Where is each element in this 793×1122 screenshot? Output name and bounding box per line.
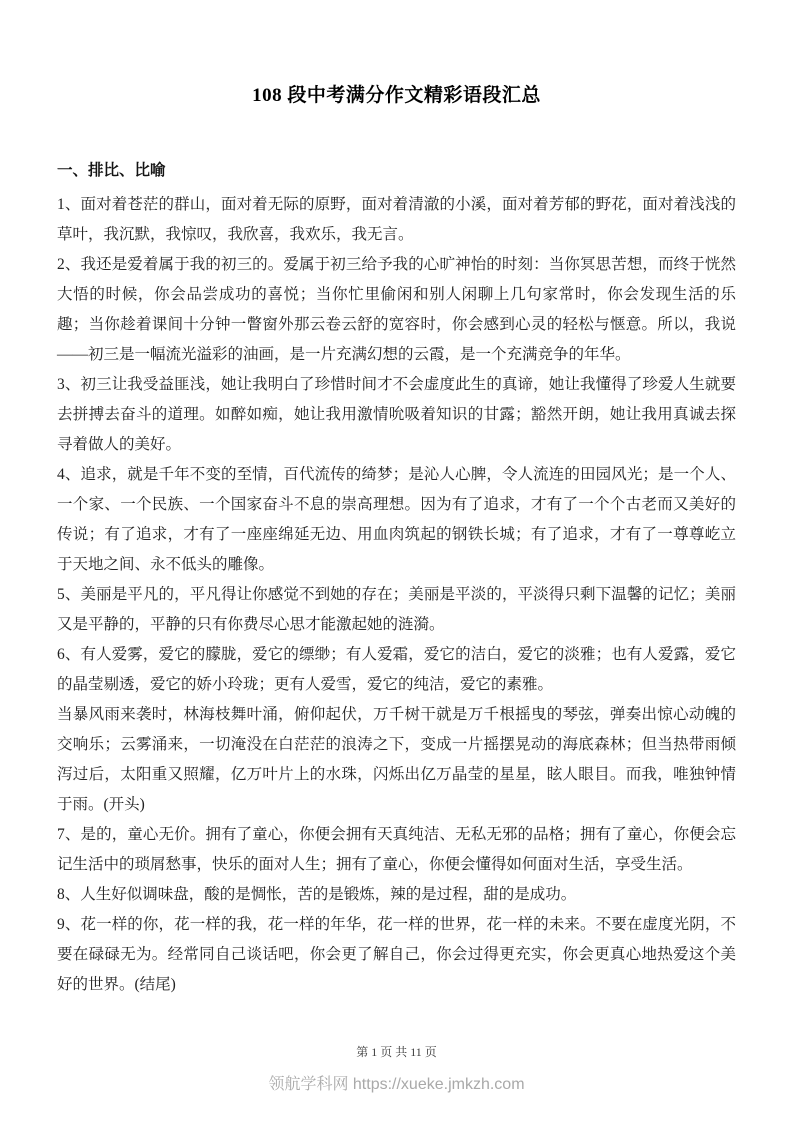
watermark-site-link: 领航学科网 https://xueke.jmkzh.com [268, 1076, 525, 1093]
paragraph: 7、是的，童心无价。拥有了童心，你便会拥有天真纯洁、无私无邪的品格；拥有了童心，你便会忘记生活中的琐屑愁事，快乐的面对人生；拥有了童心，你便会懂得如何面对生活，享受生活。 [57, 826, 736, 873]
paragraph: 2、我还是爱着属于我的初三的。爱属于初三给予我的心旷神怡的时刻：当你冥思苦想，而终于恍然大悟的时候，你会品尝成功的喜悦；当你忙里偷闲和别人闲聊上几句家常时，你会发现生活的乐趣；当你趁着课间十分钟一瞥窗外那云卷云舒的宽容时，你会感到心灵的轻松与惬意。所以，我说——初三是一幅流光溢彩的油画，是一片充满幻想的云霞，是一个充满竞争的年华。 [57, 256, 736, 363]
page-title: 108 段中考满分作文精彩语段汇总 [252, 85, 541, 106]
paragraph: 8、人生好似调味盘，酸的是惆怅，苦的是锻炼，辣的是过程，甜的是成功。 [57, 886, 577, 903]
footer-page-number: 第 1 页 共 11 页 [356, 1045, 437, 1059]
paragraph: 9、花一样的你，花一样的我，花一样的年华，花一样的世界，花一样的未来。不要在虚度光阴，不要在碌碌无为。经常同自己谈话吧，你会更了解自己，你会过得更充实，你会更真心地热爱这个美好的世界。(结尾) [57, 916, 736, 993]
section-heading: 一、排比、比喻 [57, 162, 166, 179]
paragraph: 当暴风雨来袭时，林海枝舞叶涌，俯仰起伏，万千树干就是万千根摇曳的琴弦，弹奏出惊心动魄的交响乐；云雾涌来，一切淹没在白茫茫的浪涛之下，变成一片摇摆晃动的海底森林；但当热带雨倾泻过后，太阳重又照耀，亿万叶片上的水珠，闪烁出亿万晶莹的星星，眩人眼目。而我，唯独钟情于雨。(开头) [57, 706, 736, 813]
paragraph: 4、追求，就是千年不变的至情，百代流传的绮梦；是沁人心脾，令人流连的田园风光；是一个人、一个家、一个民族、一个国家奋斗不息的崇高理想。因为有了追求，才有了一个个古老而又美好的传说；有了追求，才有了一座座绵延无边、用血肉筑起的钢铁长城；有了追求，才有了一尊尊屹立于天地之间、永不低头的雕像。 [57, 466, 736, 573]
paragraph: 1、面对着苍茫的群山，面对着无际的原野，面对着清澈的小溪，面对着芳郁的野花，面对着浅浅的草叶，我沉默，我惊叹，我欣喜，我欢乐，我无言。 [57, 196, 736, 243]
paragraph: 6、有人爱雾，爱它的朦胧，爱它的缥缈；有人爱霜，爱它的洁白，爱它的淡雅；也有人爱露，爱它的晶莹剔透，爱它的娇小玲珑；更有人爱雪，爱它的纯洁，爱它的素雅。 [57, 646, 736, 693]
paragraph: 5、美丽是平凡的，平凡得让你感觉不到她的存在；美丽是平淡的，平淡得只剩下温馨的记忆；美丽又是平静的，平静的只有你费尽心思才能激起她的涟漪。 [57, 586, 736, 633]
paragraph: 3、初三让我受益匪浅，她让我明白了珍惜时间才不会虚度此生的真谛，她让我懂得了珍爱人生就要去拼搏去奋斗的道理。如醉如痴，她让我用激情吮吸着知识的甘露；豁然开朗，她让我用真诚去探寻着做人的美好。 [57, 376, 736, 453]
paragraph-list [57, 190, 736, 1000]
